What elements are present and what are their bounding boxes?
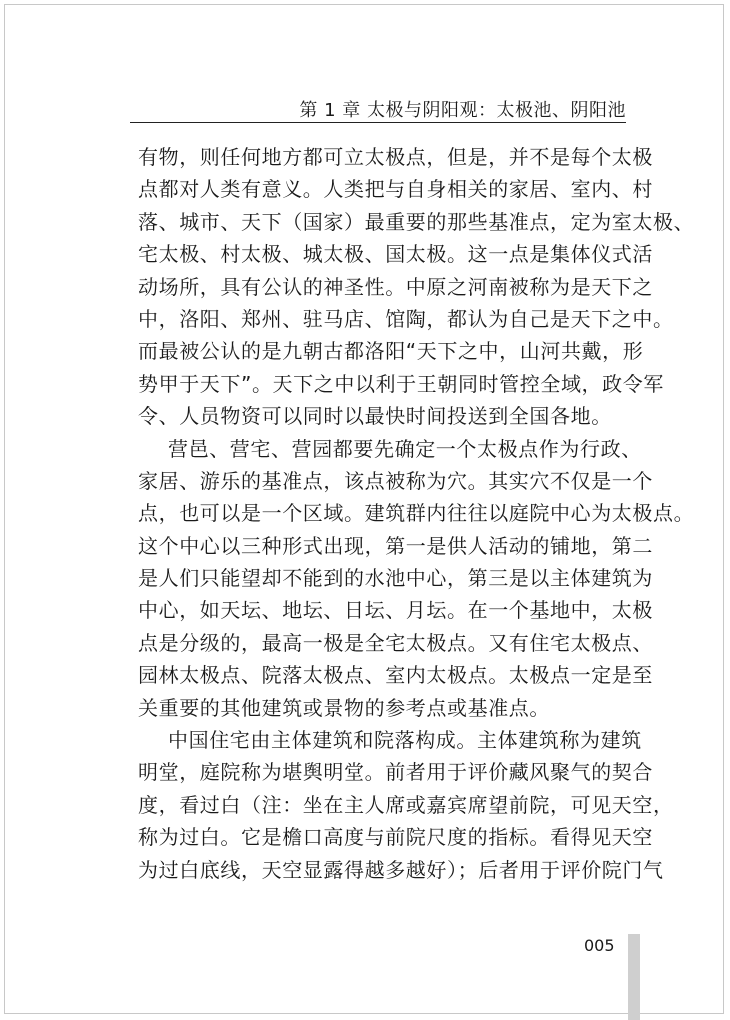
- text-line: 园林太极点、院落太极点、室内太极点。太极点一定是至: [138, 663, 653, 688]
- text-line: 落、城市、天下（国家）最重要的那些基准点，定为室太极、: [138, 209, 695, 234]
- text-line: 点，也可以是一个区域。建筑群内往往以庭院中心为太极点。: [138, 501, 695, 526]
- text-line: 家居、游乐的基准点，该点被称为穴。其实穴不仅是一个: [138, 468, 653, 493]
- running-header: 第 1 章 太极与阴阳观：太极池、阴阳池: [299, 100, 626, 121]
- text-line: 势甲于天下”。天下之中以利于王朝同时管控全域，政令军: [138, 371, 664, 396]
- text-line: 中，洛阳、郑州、驻马店、馆陶，都认为自己是天下之中。: [138, 306, 674, 331]
- text-line: 明堂，庭院称为堪舆明堂。前者用于评价藏风聚气的契合: [138, 760, 653, 785]
- text-line: 中国住宅由主体建筑和院落构成。主体建筑称为建筑: [168, 728, 642, 753]
- text-line: 点都对人类有意义。人类把与自身相关的家居、室内、村: [138, 177, 653, 202]
- text-line: 点是分级的，最高一极是全宅太极点。又有住宅太极点、: [138, 630, 653, 655]
- text-line: 中心，如天坛、地坛、日坛、月坛。在一个基地中，太极: [138, 598, 653, 623]
- text-line: 是人们只能望却不能到的水池中心，第三是以主体建筑为: [138, 566, 653, 591]
- text-line: 而最被公认的是九朝古都洛阳“天下之中，山河共戴，形: [138, 339, 644, 364]
- body-text: [138, 141, 695, 886]
- text-line: 度，看过白（注：坐在主人席或嘉宾席望前院，可见天空，: [138, 792, 674, 817]
- text-line: 为过白底线，天空显露得越多越好）；后者用于评价院门气: [138, 857, 664, 882]
- text-line: 动场所，具有公认的神圣性。中原之河南被称为是天下之: [138, 274, 653, 299]
- text-line: 称为过白。它是檐口高度与前院尺度的指标。看得见天空: [138, 825, 653, 850]
- page-number: 005: [584, 936, 615, 955]
- text-line: 营邑、营宅、营园都要先确定一个太极点作为行政、: [168, 436, 642, 461]
- text-line: 宅太极、村太极、城太极、国太极。这一点是集体仪式活: [138, 242, 653, 267]
- text-line: 令、人员物资可以同时以最快时间投送到全国各地。: [138, 404, 612, 429]
- header-rule: [130, 122, 626, 123]
- text-line: 关重要的其他建筑或景物的参考点或基准点。: [138, 695, 550, 720]
- text-line: 这个中心以三种形式出现，第一是供人活动的铺地，第二: [138, 533, 653, 558]
- page-edge-tab: [628, 934, 640, 1020]
- text-line: 有物，则任何地方都可立太极点，但是，并不是每个太极: [138, 145, 653, 169]
